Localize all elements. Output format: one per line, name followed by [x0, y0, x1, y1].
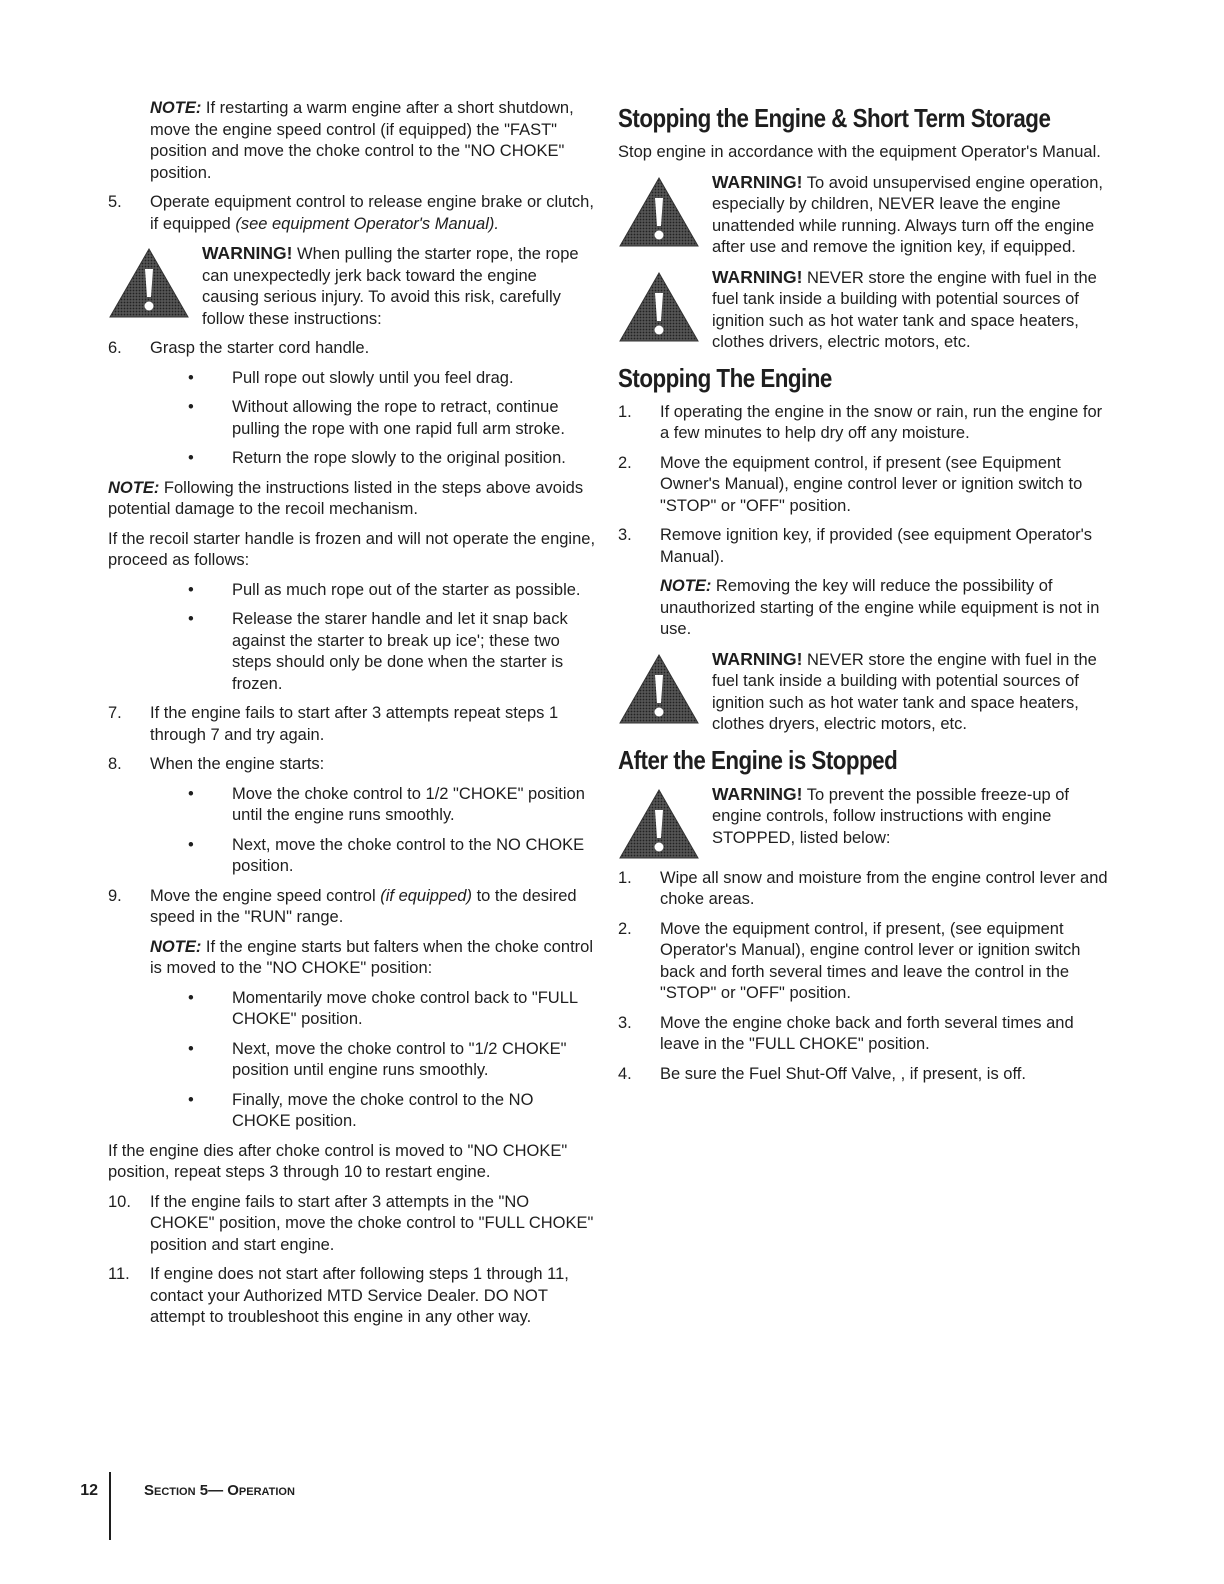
- bullet-text: Without allowing the rope to retract, continue pulling the rope with one rapid full arm stroke.: [232, 398, 565, 438]
- step-number: 11.: [108, 1265, 130, 1283]
- step-6: [108, 338, 596, 360]
- warning-unsupervised: [618, 172, 1113, 259]
- stop-step-3: [618, 525, 1113, 568]
- step-number: 6.: [108, 339, 122, 357]
- bullet-item: [188, 580, 596, 602]
- step-text-main: Operate equipment control to release engine brake or clutch, if equipped: [150, 193, 594, 233]
- bullet-text: Return the rope slowly to the original position.: [232, 449, 566, 467]
- warning-text: [712, 784, 1113, 860]
- note-label: NOTE:: [660, 577, 712, 595]
- bullet-item: [188, 397, 596, 440]
- step-text: Remove ignition key, if provided (see equipment Operator's Manual).: [660, 526, 1093, 566]
- warning-body: To avoid unsupervised engine operation, especially by children, NEVER leave the engine unattended while running. Always turn off the engine after use and remove the ignition key, if equipped.: [712, 173, 1103, 256]
- warning-body: To prevent the possible freeze-up of engine controls, follow instructions with engine STOPPED, listed below:: [712, 785, 1070, 847]
- after-step-1: [618, 868, 1113, 911]
- note-text: Following the instructions listed in the steps above avoids potential damage to the recoil mechanism.: [108, 478, 584, 518]
- step-text: Grasp the starter cord handle.: [150, 339, 370, 357]
- warning-text: [202, 243, 596, 330]
- bullet-dot: •: [188, 1039, 194, 1058]
- bullet-text: Next, move the choke control to the NO CHOKE position.: [232, 835, 585, 875]
- heading-stopping-the-engine: Stopping The Engine: [618, 362, 832, 393]
- step-text: [150, 192, 596, 235]
- warning-triangle-icon: [618, 784, 712, 860]
- step-text: [150, 886, 596, 929]
- bullet-dot: •: [188, 784, 194, 803]
- step-number: 2.: [618, 919, 632, 938]
- step-text: When the engine starts:: [150, 755, 325, 773]
- step-number: 1.: [618, 868, 632, 887]
- warning-triangle-icon: [618, 649, 712, 736]
- step-text-a: Move the engine speed control: [150, 886, 381, 905]
- warning-freeze-up: [618, 784, 1113, 860]
- note-recoil: [108, 478, 596, 521]
- bullet-text: Pull rope out slowly until you feel drag.: [232, 368, 514, 387]
- right-column: [618, 102, 1113, 1093]
- step-text-italic: (see equipment Operator's Manual).: [235, 214, 499, 233]
- para-dies: If the engine dies after choke control is moved to "NO CHOKE" position, repeat steps 3 through 10 to restart engine.: [108, 1141, 568, 1181]
- note-label: NOTE:: [108, 478, 160, 497]
- stop-step-2: [618, 453, 1113, 518]
- step-11: [108, 1264, 596, 1329]
- step-number: 3.: [618, 526, 632, 544]
- note-text: Removing the key will reduce the possibility of unauthorized starting of the engine while equipment is not in use.: [660, 577, 1100, 638]
- warning-body: NEVER store the engine with fuel in the fuel tank inside a building with potential sources of ignition such as hot water tank and space heaters, clothes dryers, electric motors, etc.: [712, 650, 1097, 733]
- warning-label: WARNING!: [712, 266, 803, 287]
- note-label: NOTE:: [150, 99, 202, 117]
- bullet-dot: •: [188, 449, 194, 467]
- para-stop-engine: Stop engine in accordance with the equipment Operator's Manual.: [618, 143, 1101, 161]
- step-number: 7.: [108, 704, 122, 722]
- step-number: 5.: [108, 193, 122, 211]
- step-9: [108, 886, 596, 929]
- warning-fuel-storage-2: [618, 649, 1113, 736]
- step-number: 10.: [108, 1192, 131, 1211]
- after-step-2: [618, 919, 1113, 1005]
- note-text: If the engine starts but falters when the choke control is moved to the "NO CHOKE" position:: [150, 937, 593, 977]
- note-warm-restart: [150, 98, 596, 184]
- bullet-text: Move the choke control to 1/2 "CHOKE" position until the engine runs smoothly.: [232, 784, 585, 824]
- bullet-item: [188, 784, 596, 827]
- page-number: 12: [80, 1482, 98, 1499]
- bullet-dot: •: [188, 368, 194, 387]
- step-8: [108, 754, 596, 776]
- bullet-dot: •: [188, 835, 194, 854]
- bullet-item: [188, 368, 596, 390]
- bullet-item: [188, 988, 596, 1031]
- warning-label: WARNING!: [202, 243, 293, 263]
- bullet-item: [188, 448, 596, 470]
- step-5: [108, 192, 596, 235]
- step-text: Be sure the Fuel Shut-Off Valve, , if present, is off.: [660, 1064, 1026, 1083]
- warning-fuel-storage: [618, 267, 1113, 354]
- bullet-text: Release the starer handle and let it snap back against the starter to break up ice'; these two steps should only be done when the starter is frozen.: [232, 610, 568, 693]
- footer-divider: [109, 1472, 111, 1540]
- step-number: 1.: [618, 402, 632, 421]
- step-text-italic: (if equipped): [380, 886, 472, 905]
- step-text: If engine does not start after following steps 1 through 11, contact your Authorized MTD Service Dealer. DO NOT attempt to troubleshoot this engine in any other way.: [150, 1265, 569, 1326]
- step-text: Move the equipment control, if present, (see equipment Operator's Manual), engine control lever or ignition switch back and forth several times and leave the control in the "STOP" or "OFF" position.: [660, 919, 1081, 1002]
- step-10: [108, 1192, 596, 1257]
- warning-text: [712, 649, 1113, 736]
- step-text: If the engine fails to start after 3 attempts in the "NO CHOKE" position, move the choke control to "FULL CHOKE" position and start engine.: [150, 1192, 594, 1254]
- step-7: [108, 703, 596, 746]
- bullet-dot: •: [188, 580, 194, 599]
- warning-triangle-icon: [618, 267, 712, 354]
- step-text-b: to the desired speed in the "RUN" range.: [150, 886, 577, 926]
- bullet-dot: •: [188, 610, 194, 628]
- bullet-item: [188, 1039, 596, 1082]
- warning-triangle-icon: [108, 243, 202, 330]
- warning-text: [712, 172, 1113, 259]
- step-text: If the engine fails to start after 3 attempts repeat steps 1 through 7 and try again.: [150, 704, 559, 744]
- after-step-3: [618, 1013, 1113, 1056]
- warning-label: WARNING!: [712, 648, 803, 669]
- step-text: Move the equipment control, if present (see Equipment Owner's Manual), engine control lever or ignition switch to "STOP" or "OFF" position.: [660, 453, 1083, 515]
- bullet-item: [188, 835, 596, 878]
- stop-step-1: [618, 402, 1113, 445]
- section-title: Section 5— Operation: [144, 1482, 295, 1499]
- bullet-text: Next, move the choke control to "1/2 CHOKE" position until engine runs smoothly.: [232, 1039, 567, 1079]
- step-number: 2.: [618, 453, 632, 472]
- step-number: 3.: [618, 1013, 632, 1032]
- para-frozen: If the recoil starter handle is frozen and will not operate the engine, proceed as follows:: [108, 529, 596, 569]
- bullet-dot: •: [188, 398, 194, 416]
- warning-triangle-icon: [618, 172, 712, 259]
- step-text: Wipe all snow and moisture from the engine control lever and choke areas.: [660, 868, 1108, 908]
- warning-body: NEVER store the engine with fuel in the fuel tank inside a building with potential sources of ignition such as hot water tank and space heaters, clothes drivers, electric motors, etc.: [712, 268, 1097, 351]
- heading-short-term-storage: Stopping the Engine & Short Term Storage: [618, 103, 1051, 133]
- warning-starter-rope: [108, 243, 596, 330]
- step-number: 9.: [108, 886, 122, 905]
- bullet-dot: •: [188, 1090, 194, 1109]
- note-key: [660, 576, 1113, 641]
- heading-after-stopped: After the Engine is Stopped: [618, 744, 898, 775]
- note-falters: [150, 937, 596, 980]
- bullet-text: Pull as much rope out of the starter as possible.: [232, 580, 581, 599]
- bullet-text: Finally, move the choke control to the NO CHOKE position.: [232, 1090, 534, 1130]
- bullet-item: [188, 1090, 596, 1133]
- step-number: 8.: [108, 755, 122, 773]
- note-text: If restarting a warm engine after a short shutdown, move the engine speed control (if equipped) the "FAST" position and move the choke control to the "NO CHOKE" position.: [150, 99, 574, 182]
- step-text: Move the engine choke back and forth several times and leave in the "FULL CHOKE" position.: [660, 1013, 1074, 1053]
- bullet-text: Momentarily move choke control back to "FULL CHOKE" position.: [232, 988, 578, 1028]
- bullet-item: [188, 609, 596, 695]
- warning-text: [712, 267, 1113, 354]
- step-text: If operating the engine in the snow or rain, run the engine for a few minutes to help dry off any moisture.: [660, 402, 1103, 442]
- warning-label: WARNING!: [712, 783, 803, 804]
- step-number: 4.: [618, 1064, 632, 1083]
- left-column: [108, 98, 596, 1337]
- after-step-4: [618, 1064, 1113, 1086]
- warning-label: WARNING!: [712, 171, 803, 192]
- note-label: NOTE:: [150, 937, 202, 956]
- warning-body: When pulling the starter rope, the rope can unexpectedly jerk back toward the engine causing serious injury. To avoid this risk, carefully follow these instructions:: [202, 245, 579, 328]
- bullet-dot: •: [188, 988, 194, 1007]
